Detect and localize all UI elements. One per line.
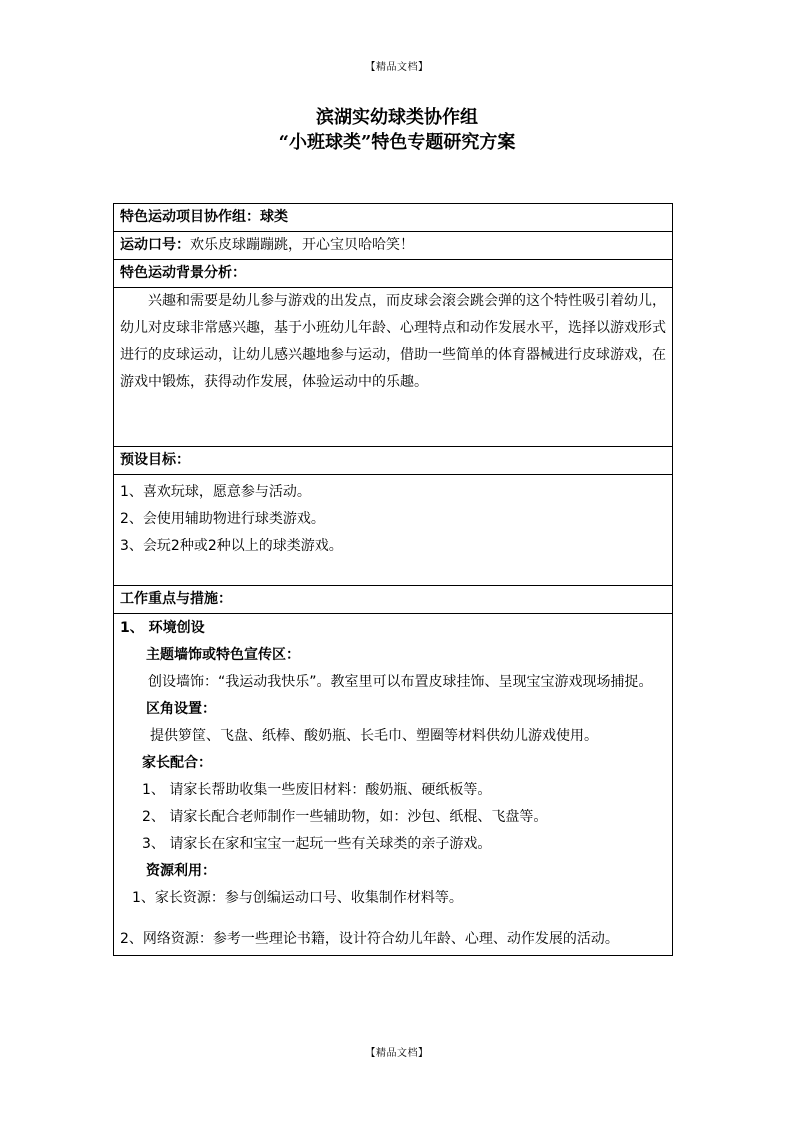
wall-text: 创设墙饰：“我运动我快乐”。教室里可以布置皮球挂饰、呈现宝宝游戏现场捕捉。 (148, 674, 653, 690)
plan-table (113, 203, 673, 956)
goals-label: 预设目标： (114, 447, 673, 475)
background-text: 兴趣和需要是幼儿参与游戏的出发点，而皮球会滚会跳会弹的这个特性吸引着幼儿，幼儿对皮球非常感兴趣，基于小班幼儿年龄、心理特点和动作发展水平，选择以游戏形式进行的皮球运动，让幼儿感兴趣地参与运动，借助一些简单的体育器械进行皮球游戏，在游戏中锻炼，获得动作发展，体验运动中的乐趣。 (120, 293, 666, 390)
background-label: 特色运动背景分析： (114, 260, 673, 288)
measures-cell (114, 614, 673, 956)
project-group-row: 特色运动项目协作组：球类 (114, 204, 673, 232)
goals-cell (114, 475, 673, 586)
slogan-row (114, 232, 673, 260)
parents-item: 2、 请家长配合老师制作一些辅助物，如：沙包、纸棍、飞盘等。 (142, 809, 548, 825)
resources-label: 资源利用： (146, 863, 216, 879)
corner-label: 区角设置： (146, 701, 216, 717)
goal-item: 1、喜欢玩球，愿意参与活动。 (120, 484, 311, 500)
resource-family: 1、家长资源：参与创编运动口号、收集制作材料等。 (132, 890, 463, 906)
slogan-label: 运动口号： (120, 237, 190, 253)
resource-network: 2、网络资源：参考一些理论书籍，设计符合幼儿年龄、心理、动作发展的活动。 (120, 931, 619, 947)
parents-label: 家长配合： (142, 755, 212, 771)
background-cell (114, 288, 673, 447)
section-environment: 1、 环境创设 (120, 620, 205, 636)
document-title: 滨湖实幼球类协作组 (316, 107, 478, 128)
footer-tag: 【精品文档】 (365, 1048, 429, 1059)
goal-item: 2、会使用辅助物进行球类游戏。 (120, 511, 325, 527)
goal-item: 3、会玩2种或2种以上的球类游戏。 (120, 538, 343, 554)
parents-item: 1、 请家长帮助收集一些废旧材料：酸奶瓶、硬纸板等。 (142, 782, 492, 798)
measures-label: 工作重点与措施： (114, 586, 673, 614)
parents-item: 3、 请家长在家和宝宝一起玩一些有关球类的亲子游戏。 (142, 836, 492, 852)
spacer (120, 912, 666, 926)
document-subtitle: “小班球类”特色专题研究方案 (278, 132, 516, 153)
header-tag: 【精品文档】 (365, 62, 429, 73)
wall-label: 主题墙饰或特色宣传区： (146, 647, 300, 663)
slogan-text: 欢乐皮球蹦蹦跳，开心宝贝哈哈笑！ (190, 237, 414, 253)
corner-text: 提供箩筐、飞盘、纸棒、酸奶瓶、长毛巾、塑圈等材料供幼儿游戏使用。 (150, 728, 598, 744)
